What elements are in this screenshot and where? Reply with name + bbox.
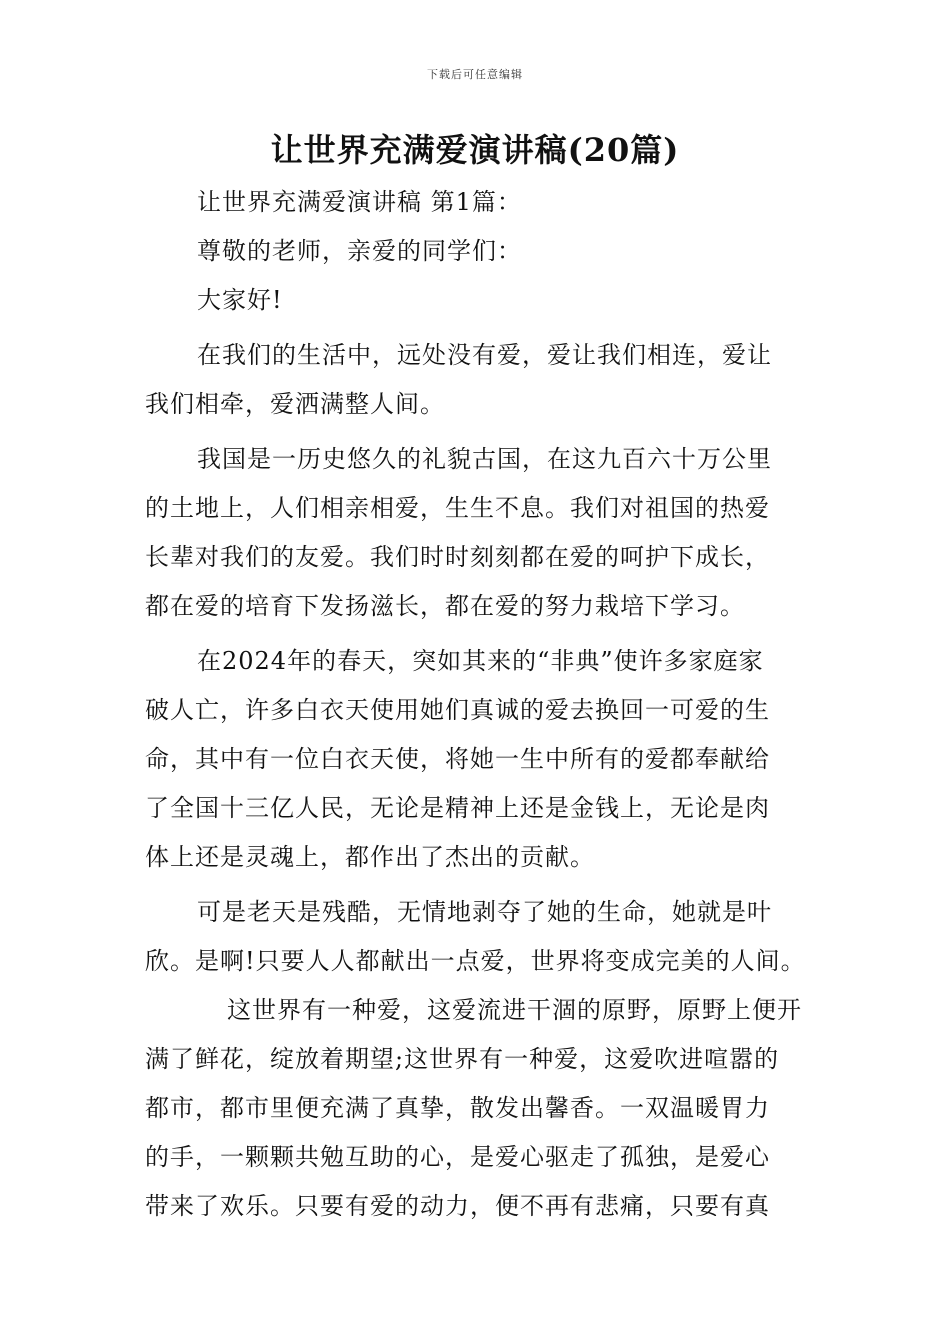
paragraph-line: 体上还是灵魂上，都作出了杰出的贡献。 [145, 843, 595, 871]
paragraph-line: 的手，一颗颗共勉互助的心，是爱心驱走了孤独，是爱心 [145, 1143, 770, 1171]
paragraph-line: 欣。是啊!只要人人都献出一点爱，世界将变成完美的人间。 [145, 947, 806, 975]
paragraph-line: 我们相牵，爱洒满整人间。 [145, 390, 445, 418]
header-note: 下载后可任意编辑 [427, 68, 523, 81]
paragraph [145, 986, 810, 1231]
document-title: 让世界充满爱演讲稿(20篇) [270, 131, 680, 169]
paragraph-line: 满了鲜花，绽放着期望;这世界有一种爱，这爱吹进喧嚣的 [145, 1045, 780, 1073]
paragraph [145, 888, 810, 986]
paragraph-line: 我国是一历史悠久的礼貌古国，在这九百六十万公里 [197, 445, 772, 473]
paragraph-line: 了全国十三亿人民，无论是精神上还是金钱上，无论是肉 [145, 794, 770, 822]
paragraph-line: 长辈对我们的友爱。我们时时刻刻都在爱的呵护下成长， [145, 543, 770, 571]
section-heading: 让世界充满爱演讲稿 第1篇： [197, 188, 522, 216]
paragraph [145, 435, 810, 631]
paragraph-line: 可是老天是残酷，无情地剥夺了她的生命，她就是叶 [197, 898, 772, 926]
paragraph [145, 331, 810, 429]
document-body [145, 178, 810, 1231]
paragraph [145, 637, 810, 882]
greeting: 大家好! [197, 286, 283, 314]
paragraph-line: 这世界有一种爱，这爱流进干涸的原野，原野上便开 [227, 996, 802, 1024]
salutation: 尊敬的老师，亲爱的同学们： [197, 237, 522, 265]
paragraph-line: 的土地上，人们相亲相爱，生生不息。我们对祖国的热爱 [145, 494, 770, 522]
paragraph-line: 在我们的生活中，远处没有爱，爱让我们相连，爱让 [197, 341, 772, 369]
paragraph-line: 在2024年的春天，突如其来的“非典”使许多家庭家 [197, 647, 764, 675]
paragraph-line: 破人亡，许多白衣天使用她们真诚的爱去换回一可爱的生 [145, 696, 770, 724]
paragraph-line: 都在爱的培育下发扬滋长，都在爱的努力栽培下学习。 [145, 592, 745, 620]
paragraph-line: 都市，都市里便充满了真挚，散发出馨香。一双温暖胃力 [145, 1094, 770, 1122]
paragraph-line: 带来了欢乐。只要有爱的动力，便不再有悲痛，只要有真 [145, 1192, 770, 1220]
paragraph-line: 命，其中有一位白衣天使，将她一生中所有的爱都奉献给 [145, 745, 770, 773]
